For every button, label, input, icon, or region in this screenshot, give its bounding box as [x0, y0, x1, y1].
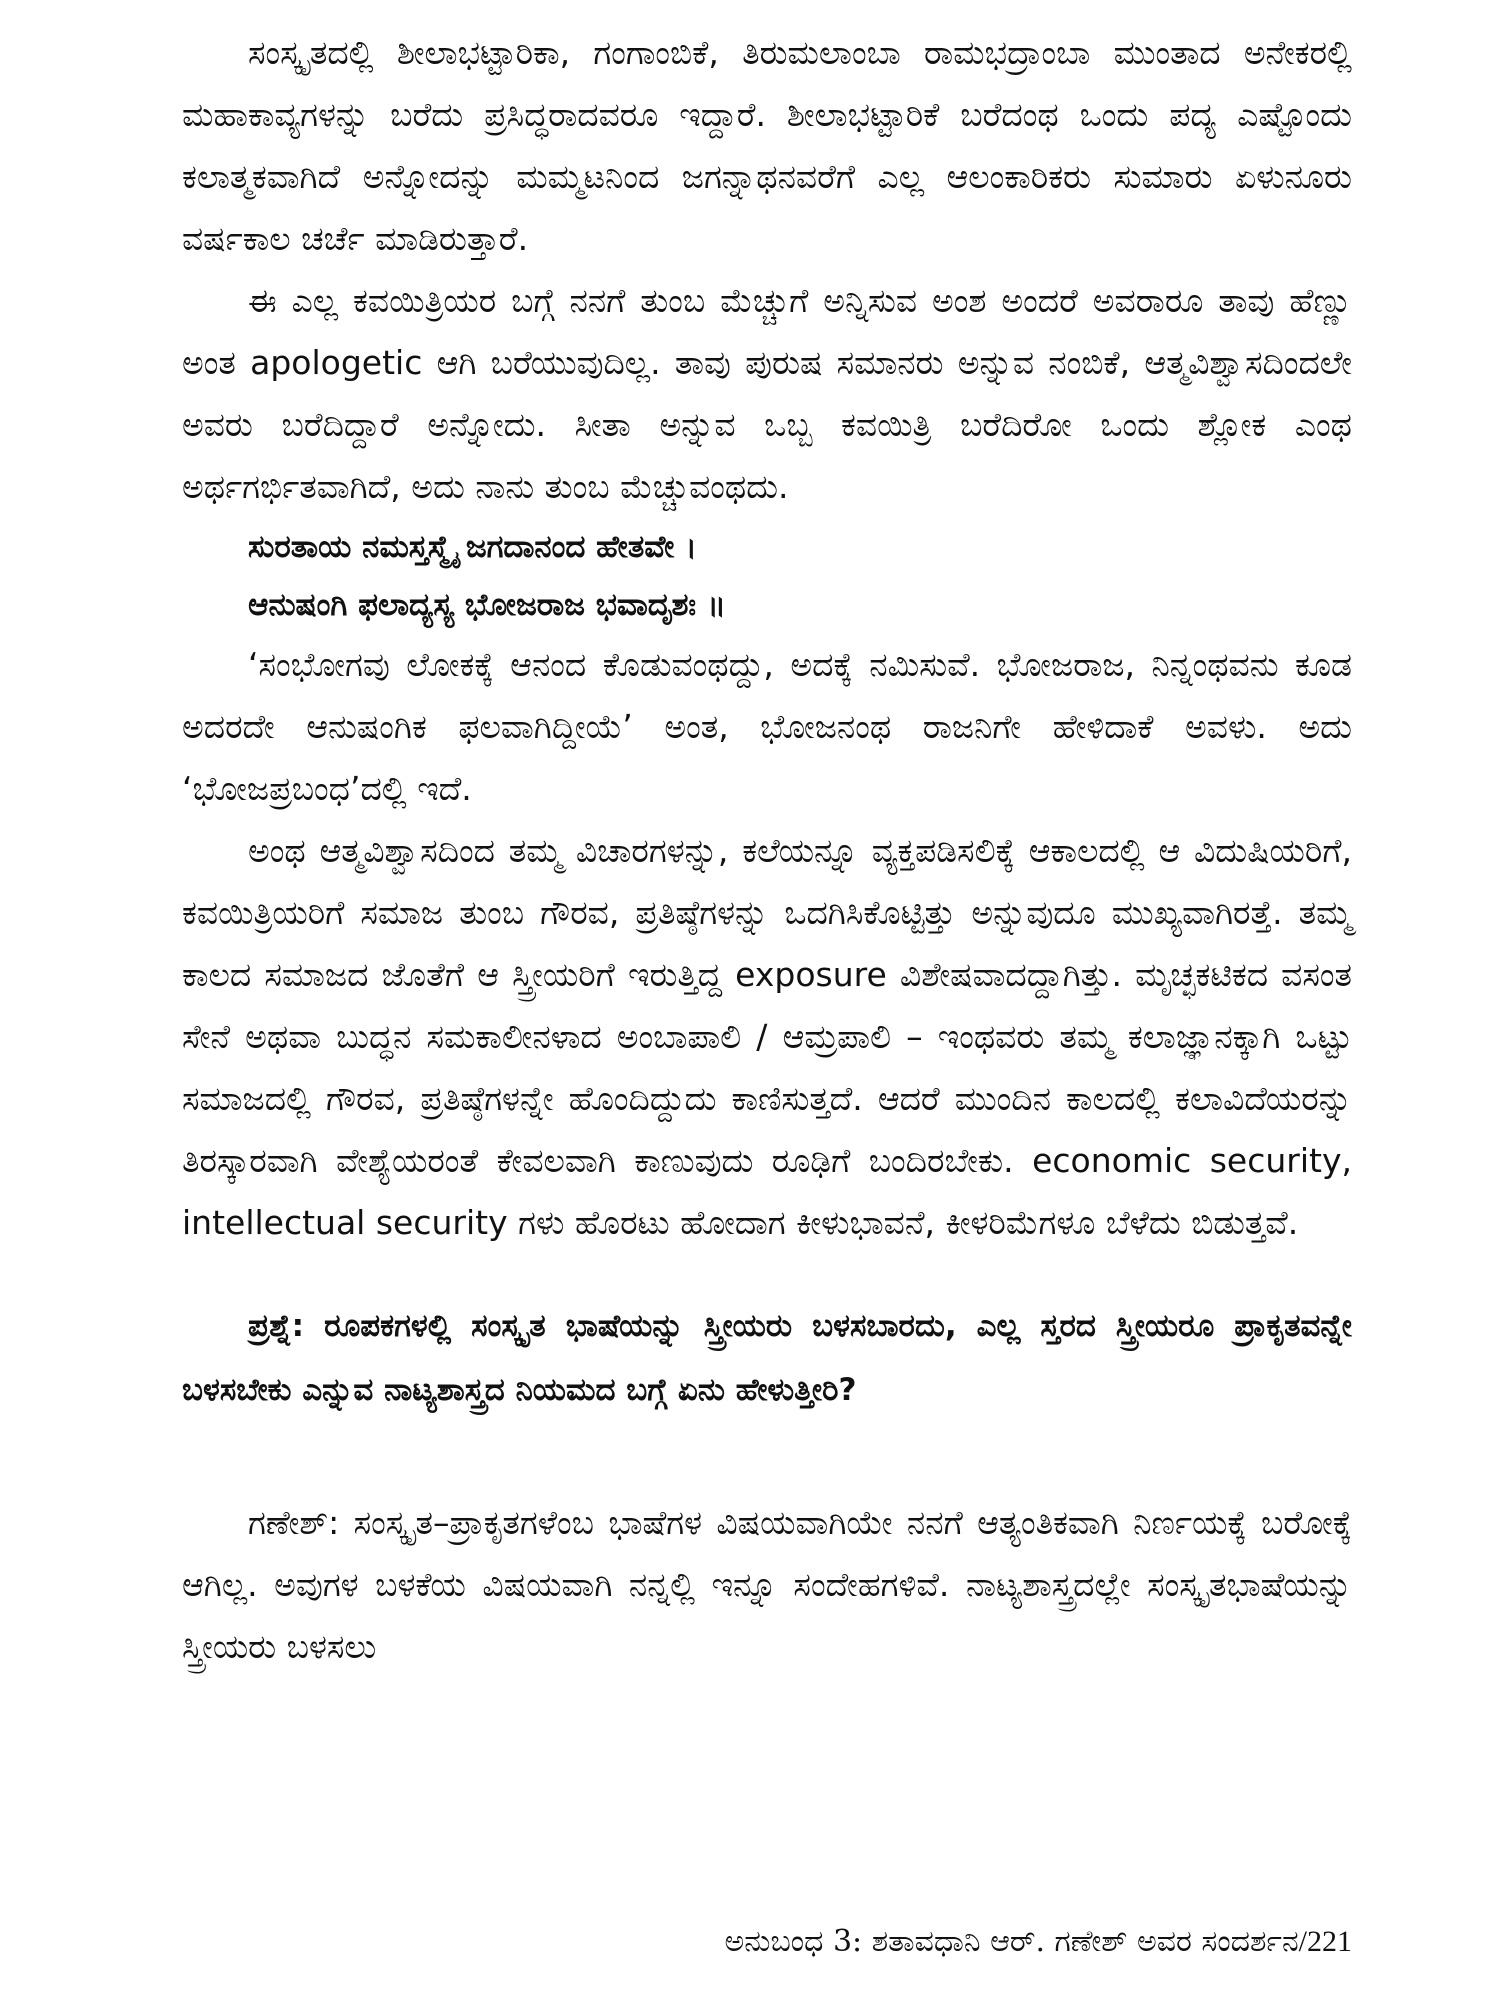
page-number: /221: [1298, 1925, 1352, 1958]
page-footer: [724, 1922, 1352, 1962]
running-title: ಅನುಬಂಧ 3: ಶತಾವಧಾನಿ ಆರ್. ಗಣೇಶ್ ಅವರ ಸಂದರ್ಶನ: [724, 1924, 1299, 1959]
interview-question: ಪ್ರಶ್ನೆ: ರೂಪಕಗಳಲ್ಲಿ ಸಂಸ್ಕೃತ ಭಾಷೆಯನ್ನು ಸ್ತ್ರೀಯರು ಬಳಸಬಾರದು, ಎಲ್ಲ ಸ್ತರದ ಸ್ತ್ರೀಯರೂ ಪ್ರಾಕೃತವನ್ನೇ ಬಳಸಬೇಕು ಎನ್ನುವ ನಾಟ್ಯಶಾಸ್ತ್ರದ ನಿಯಮದ ಬಗ್ಗೆ ಏನು ಹೇಳುತ್ತೀರಿ?: [182, 1308, 1352, 1408]
interview-answer: ಗಣೇಶ್: ಸಂಸ್ಕೃತ–ಪ್ರಾಕೃತಗಳೆಂಬ ಭಾಷೆಗಳ ವಿಷಯವಾಗಿಯೇ ನನಗೆ ಆತ್ಯಂತಿಕವಾಗಿ ನಿರ್ಣಯಕ್ಕೆ ಬರೋಕ್ಕೆ ಆಗಿಲ್ಲ. ಅವುಗಳ ಬಳಕೆಯ ವಿಷಯವಾಗಿ ನನ್ನಲ್ಲಿ ಇನ್ನೂ ಸಂದೇಹಗಳಿವೆ. ನಾಟ್ಯಶಾಸ್ತ್ರದಲ್ಲೇ ಸಂಸ್ಕೃತಭಾಷೆಯನ್ನು ಸ್ತ್ರೀಯರು ಬಳಸಲು: [182, 1503, 1352, 1666]
verse-line-2: ಆನುಷಂಗಿ ಫಲಾದ್ಯಸ್ಯ ಭೋಜರಾಜ ಭವಾದೃಶಃ ॥: [248, 587, 726, 623]
paragraph-1: ಸಂಸ್ಕೃತದಲ್ಲಿ ಶೀಲಾಭಟ್ಟಾರಿಕಾ, ಗಂಗಾಂಬಿಕೆ, ತಿರುಮಲಾಂಬಾ ರಾಮಭದ್ರಾಂಬಾ ಮುಂತಾದ ಅನೇಕರಲ್ಲಿ ಮಹಾಕಾವ್ಯಗಳನ್ನು ಬರೆದು ಪ್ರಸಿದ್ಧರಾದವರೂ ಇದ್ದಾರೆ. ಶೀಲಾಭಟ್ಟಾರಿಕೆ ಬರೆದಂಥ ಒಂದು ಪದ್ಯ ಎಷ್ಟೊಂದು ಕಲಾತ್ಮಕವಾಗಿದೆ ಅನ್ನೋದನ್ನು ಮಮ್ಮಟನಿಂದ ಜಗನ್ನಾಥನವರೆಗೆ ಎಲ್ಲ ಆಲಂಕಾರಿಕರು ಸುಮಾರು ಏಳುನೂರು ವರ್ಷಕಾಲ ಚರ್ಚೆ ಮಾಡಿರುತ್ತಾರೆ.: [182, 33, 1352, 258]
page-body: [182, 22, 1352, 1678]
paragraph-2: ಈ ಎಲ್ಲ ಕವಯಿತ್ರಿಯರ ಬಗ್ಗೆ ನನಗೆ ತುಂಬ ಮೆಚ್ಚುಗೆ ಅನ್ನಿಸುವ ಅಂಶ ಅಂದರೆ ಅವರಾರೂ ತಾವು ಹೆಣ್ಣು ಅಂತ apologetic ಆಗಿ ಬರೆಯುವುದಿಲ್ಲ. ತಾವು ಪುರುಷ ಸಮಾನರು ಅನ್ನುವ ನಂಬಿಕೆ, ಆತ್ಮವಿಶ್ವಾಸದಿಂದಲೇ ಅವರು ಬರೆದಿದ್ದಾರೆ ಅನ್ನೋದು. ಸೀತಾ ಅನ್ನುವ ಒಬ್ಬ ಕವಯಿತ್ರಿ ಬರೆದಿರೋ ಒಂದು ಶ್ಲೋಕ ಎಂಥ ಅರ್ಥಗರ್ಭಿತವಾಗಿದೆ, ಅದು ನಾನು ತುಂಬ ಮೆಚ್ಚುವಂಥದು.: [182, 281, 1352, 506]
paragraph-3: ‘ಸಂಭೋಗವು ಲೋಕಕ್ಕೆ ಆನಂದ ಕೊಡುವಂಥದ್ದು, ಅದಕ್ಕೆ ನಮಿಸುವೆ. ಭೋಜರಾಜ, ನಿನ್ನಂಥವನು ಕೂಡ ಅದರದೇ ಆನುಷಂಗಿಕ ಫಲವಾಗಿದ್ದೀಯೆ’ ಅಂತ, ಭೋಜನಂಥ ರಾಜನಿಗೇ ಹೇಳಿದಾಕೆ ಅವಳು. ಅದು ‘ಭೋಜಪ್ರಬಂಧ’ದಲ್ಲಿ ಇದೆ.: [182, 645, 1352, 808]
verse-line-1: ಸುರತಾಯ ನಮಸ್ತಸ್ಮೈ ಜಗದಾನಂದ ಹೇತವೇ ।: [248, 529, 697, 565]
paragraph-4: ಅಂಥ ಆತ್ಮವಿಶ್ವಾಸದಿಂದ ತಮ್ಮ ವಿಚಾರಗಳನ್ನು, ಕಲೆಯನ್ನೂ ವ್ಯಕ್ತಪಡಿಸಲಿಕ್ಕೆ ಆಕಾಲದಲ್ಲಿ ಆ ವಿದುಷಿಯರಿಗೆ, ಕವಯಿತ್ರಿಯರಿಗೆ ಸಮಾಜ ತುಂಬ ಗೌರವ, ಪ್ರತಿಷ್ಠೆಗಳನ್ನು ಒದಗಿಸಿಕೊಟ್ಟಿತ್ತು ಅನ್ನುವುದೂ ಮುಖ್ಯವಾಗಿರತ್ತೆ. ತಮ್ಮ ಕಾಲದ ಸಮಾಜದ ಜೊತೆಗೆ ಆ ಸ್ತ್ರೀಯರಿಗೆ ಇರುತ್ತಿದ್ದ exposure ವಿಶೇಷವಾದದ್ದಾಗಿತ್ತು. ಮೃಚ್ಛಕಟಿಕದ ವಸಂತ ಸೇನೆ ಅಥವಾ ಬುದ್ಧನ ಸಮಕಾಲೀನಳಾದ ಅಂಬಾಪಾಲಿ / ಆಮ್ರಪಾಲಿ – ಇಂಥವರು ತಮ್ಮ ಕಲಾಜ್ಞಾನಕ್ಕಾಗಿ ಒಟ್ಟು ಸಮಾಜದಲ್ಲಿ ಗೌರವ, ಪ್ರತಿಷ್ಠೆಗಳನ್ನೇ ಹೊಂದಿದ್ದುದು ಕಾಣಿಸುತ್ತದೆ. ಆದರೆ ಮುಂದಿನ ಕಾಲದಲ್ಲಿ ಕಲಾವಿದೆಯರನ್ನು ತಿರಸ್ಕಾರವಾಗಿ ವೇಶ್ಯೆಯರಂತೆ ಕೇವಲವಾಗಿ ಕಾಣುವುದು ರೂಢಿಗೆ ಬಂದಿರಬೇಕು. economic security, intellectual security ಗಳು ಹೊರಟು ಹೋದಾಗ ಕೀಳುಭಾವನೆ, ಕೀಳರಿಮೆಗಳೂ ಬೆಳೆದು ಬಿಡುತ್ತವೆ.: [182, 831, 1352, 1242]
